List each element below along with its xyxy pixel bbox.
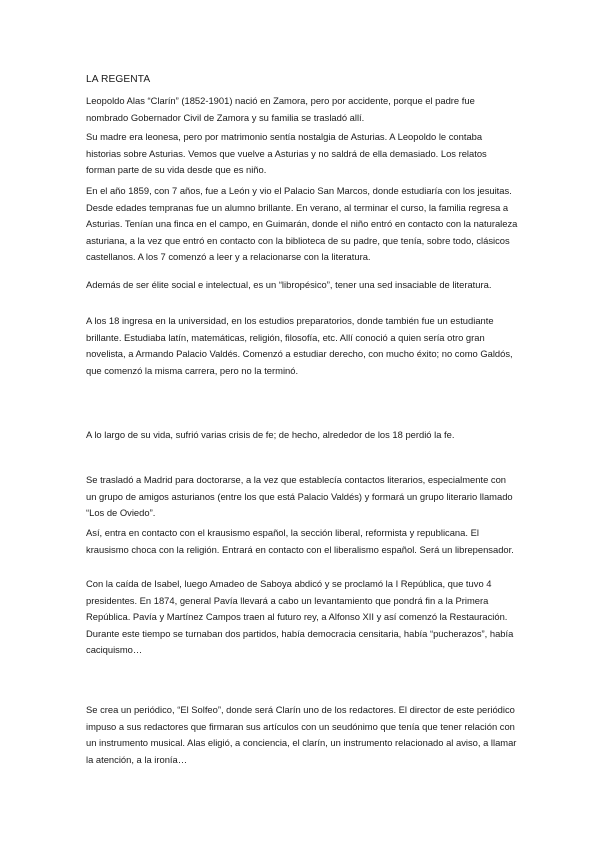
paragraph-4: Además de ser élite social e intelectual, es un “libropésico”, tener una sed insaciable de literatura.: [86, 279, 492, 290]
paragraph-8: Así, entra en contacto con el krausismo español, la sección liberal, reformista y republicana. El krausismo choca con la religión. Entrará en contacto con el liberalismo español. Será un librepensador.: [86, 527, 514, 555]
paragraph-7: Se trasladó a Madrid para doctorarse, a la vez que establecía contactos literarios, especialmente con un grupo de amigos asturianos (entre los que está Palacio Valdés) y formará un grupo literario llamado “Los de Oviedo”.: [86, 474, 513, 519]
paragraph-9: Con la caída de Isabel, luego Amadeo de Saboya abdicó y se proclamó la I República, que tuvo 4 presidentes. En 1874, general Pavía llevará a cabo un levantamiento que pondrá fin a la Primera República. Pavía y Martínez Campos traen al futuro rey, a Alfonso XII y así comenzó la Restauración. Durante este tiempo se turnaban dos partidos, había democracia censitaria, había “pucherazos”, había caciquismo…: [86, 578, 514, 656]
paragraph-1: Leopoldo Alas “Clarín” (1852-1901) nació en Zamora, pero por accidente, porque el padre fue nombrado Gobernador Civil de Zamora y su familia se trasladó allí.: [86, 95, 475, 123]
paragraph-6: A lo largo de su vida, sufrió varias crisis de fe; de hecho, alrededor de los 18 perdió la fe.: [86, 429, 455, 440]
paragraph-2: Su madre era leonesa, pero por matrimonio sentía nostalgia de Asturias. A Leopoldo le contaba historias sobre Asturias. Vemos que vuelve a Asturias y no saldrá de ella demasiado. Los relatos forman parte de su vida desde que es niño.: [86, 131, 487, 176]
paragraph-10: Se crea un periódico, “El Solfeo”, donde será Clarín uno de los redactores. El director de este periódico impuso a sus redactores que firmaran sus artículos con un seudónimo que tenía que tener relación con un instrumento musical. Alas eligió, a conciencia, el clarín, un instrumento relacionado al aviso, a llamar la atención, a la ironía…: [86, 704, 517, 765]
paragraph-3: En el año 1859, con 7 años, fue a León y vio el Palacio San Marcos, donde estudiaría con los jesuitas. Desde edades tempranas fue un alumno brillante. En verano, al terminar el curso, la familia regresa a Asturias. Tenían una finca en el campo, en Guimarán, donde el niño entró en contacto con la naturaleza asturiana, a la vez que entró en contacto con la biblioteca de su padre, que tenía, sobre todo, clásicos castellanos. A los 7 comenzó a leer y a relacionarse con la literatura.: [86, 185, 518, 263]
paragraph-5: A los 18 ingresa en la universidad, en los estudios preparatorios, donde también fue un estudiante brillante. Estudiaba latín, matemáticas, religión, filosofía, etc. Allí conoció a quien sería otro gran novelista, a Armando Palacio Valdés. Comenzó a estudiar derecho, con mucho éxito; no como Galdós, que comenzó la misma carrera, pero no la terminó.: [86, 315, 513, 376]
document-title: LA REGENTA: [86, 74, 151, 85]
